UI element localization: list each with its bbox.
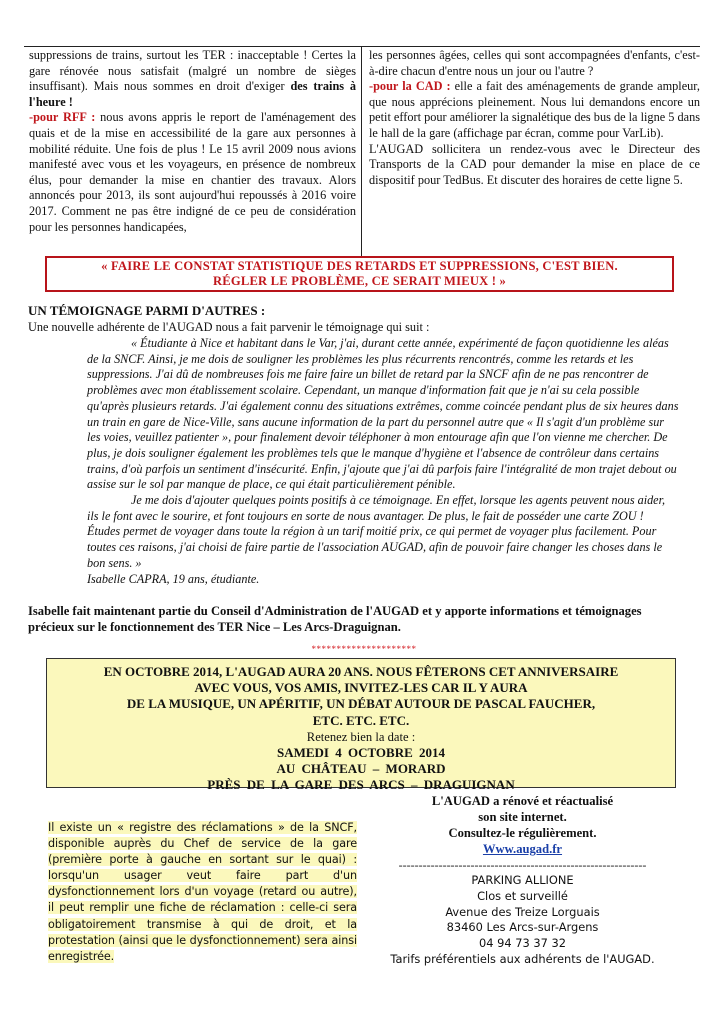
reclamation-text: Il existe un « registre des réclamations » de la SNCF, disponible auprès du Chef de service de la gare (première porte à gauche en sortant sur le quai) : lorsqu'un usager veut faire part d'un dysfonctionnement lors d'un voyage (retard ou autre), il peut remplir une fiche de réclamation : celle-ci sera obligatoirement transmise à qui de droit, et la protestation (ainsi que le dysfonctionnement) sera ainsi enregistrée. [48, 821, 357, 963]
testimony-paragraph-2: Je me dois d'ajouter quelques points positifs à ce témoignage. En effet, lorsque les agents peuvent nous aider, ils le font avec le sourire, et font toujours en sorte de nous avantager. De plus, le fait de posséder une carte ZOU ! Études permet de voyager dans toute la région à un tarif moitié prix, ce qui permet de voyager plus facilement. Pour toutes ces raisons, j'ai choisi de faire partie de l'association AUGAD, afin de pouvoir faire changer les choses dans le bon sens. » [87, 493, 666, 570]
website-link[interactable]: Www.augad.fr [482, 842, 563, 856]
parking-title: PARKING ALLIONE [471, 873, 574, 887]
parking-line-1: Clos et surveillé [477, 888, 568, 903]
column-top-rule [24, 46, 700, 47]
info-panel [370, 793, 675, 968]
testimony-paragraph-1: « Étudiante à Nice et habitant dans le Var, j'ai, durant cette année, expérimenté de façon quotidienne les aléas de la SNCF. Ainsi, je me dois de souligner les problèmes les plus récurrents rencontrés, comme les retards et les suppressions. J'ai dû de nombreuses fois me faire faire un billet de retard par la SNCF afin de ne pas rencontrer de problèmes avec mon établissement scolaire. Cependant, un manque d'information fait que je n'ai su cela possible qu'après plusieurs retards. J'ai également connu des situations extrêmes, comme coincée pendant plus de six heures dans un train en gare de Nice-Ville, sans aucune information de la part du personnel autre que « Il s'agit d'un problème sur les voies, veuillez patienter », pour finalement devoir téléphoner à mon entourage afin que l'on vienne me chercher. De plus, je dois souligner également les problèmes tels que le manque d'hygiène et l'absence de contrôleur dans certains trains, d'où parfois un sentiment d'insécurité. Enfin, j'ajoute que j'ai dû parfois faire l'intégralité de mon trajet debout ou assise sur le sol par manque de place, ce qui était particulièrement pénible. [87, 336, 679, 492]
parking-address: Avenue des Treize Lorguais [445, 904, 600, 919]
event-line-2: AVEC VOUS, VOS AMIS, INVITEZ-LES CAR IL Y AURA [194, 680, 528, 696]
testimony-note: Isabelle fait maintenant partie du Conseil d'Administration de l'AUGAD et y apporte informations et témoignages précieux sur le fonctionnement des TER Nice – Les Arcs-Draguignan. [28, 604, 642, 634]
testimony-title: UN TÉMOIGNAGE PARMI D'AUTRES : [28, 303, 266, 318]
event-line-1: EN OCTOBRE 2014, L'AUGAD AURA 20 ANS. NOUS FÊTERONS CET ANNIVERSAIRE [103, 664, 619, 679]
event-line-4: ETC. ETC. ETC. [312, 712, 410, 728]
parking-block [370, 873, 675, 968]
right-paragraph-1: les personnes âgées, celles qui sont accompagnées d'enfants, c'est-à-dire chacun d'entre nous un jour ou l'autre ? [369, 48, 700, 78]
parking-city: 83460 Les Arcs-sur-Argens [446, 920, 599, 935]
testimony-signature: Isabelle CAPRA, 19 ans, étudiante. [87, 571, 260, 586]
left-paragraph-rff [29, 110, 356, 235]
quote-line-2: RÉGLER LE PROBLÈME, CE SERAIT MIEUX ! » [212, 274, 507, 288]
right-paragraph-3: L'AUGAD sollicitera un rendez-vous avec le Directeur des Transports de la CAD pour demander la mise en place de ce dispositif pour TedBus. Et discuter des horaires de cette ligne 5. [369, 141, 700, 187]
quote-line-1: « FAIRE LE CONSTAT STATISTIQUE DES RETARDS ET SUPPRESSIONS, C'EST BIEN. [101, 259, 618, 273]
event-location: PRÈS DE LA GARE DES ARCS – DRAGUIGNAN [207, 777, 515, 793]
testimony-intro: Une nouvelle adhérente de l'AUGAD nous a fait parvenir le témoignage qui suit : [28, 320, 430, 334]
event-venue: AU CHÂTEAU – MORARD [276, 761, 446, 777]
rff-text: nous avons appris le report de l'aménagement des quais et de la mise en accessibilité de la gare aux personnes à mobilité réduite. Une fois de plus ! Le 15 avril 2009 nous avions manifesté avec vous et les voyageurs, en présence de nombreux élus, pour demander la mise en chantier des travaux. Alors annoncés pour 2013, ils sont aujourd'hui repoussés à 2016 voire 2017. Comment ne pas être indigné de ce peu de considération pour les personnes handicapées, [29, 110, 356, 234]
quote-box [45, 256, 674, 292]
left-paragraph-1 [29, 48, 356, 110]
website-line-2: son site internet. [478, 810, 567, 824]
website-line-3: Consultez-le régulièrement. [448, 826, 597, 840]
event-date-label: Retenez bien la date : [306, 729, 416, 744]
event-box [46, 658, 676, 793]
right-column [369, 48, 700, 188]
event-line-3: DE LA MUSIQUE, UN APÉRITIF, UN DÉBAT AUTOUR DE PASCAL FAUCHER, [126, 696, 596, 712]
left-column [29, 48, 356, 235]
website-line-1: L'AUGAD a rénové et réactualisé [431, 794, 614, 808]
event-date: SAMEDI 4 OCTOBRE 2014 [276, 745, 446, 761]
testimony-body [87, 336, 679, 587]
rff-label: -pour RFF : [29, 110, 96, 125]
reclamation-paragraph [48, 820, 357, 965]
left-p1-text: suppressions de trains, surtout les TER : inacceptable ! Certes la gare rénovée nous satisfait (malgré un nombre de sièges insuffisant). Mais nous sommes en droit d'exiger [29, 48, 356, 94]
left-p1-bold: des trains à l'heure ! [29, 79, 357, 109]
cad-text: elle a fait des aménagements de grande ampleur, que nous apprécions pleinement. Nous lui demandons encore un petit effort pour améliorer la signalétique des bus de la ligne 5 dans le hall de la gare (affichage par écran, comme pour VarLib). [369, 79, 701, 140]
dash-separator: -------------------------------------------------------------- [398, 858, 647, 872]
column-divider [361, 46, 362, 256]
right-paragraph-cad [369, 79, 700, 141]
cad-label: -pour la CAD : [369, 79, 451, 94]
parking-tariffs: Tarifs préférentiels aux adhérents de l'AUGAD. [390, 951, 655, 966]
star-separator: ********************* [311, 644, 417, 654]
parking-phone: 04 94 73 37 32 [479, 936, 566, 951]
